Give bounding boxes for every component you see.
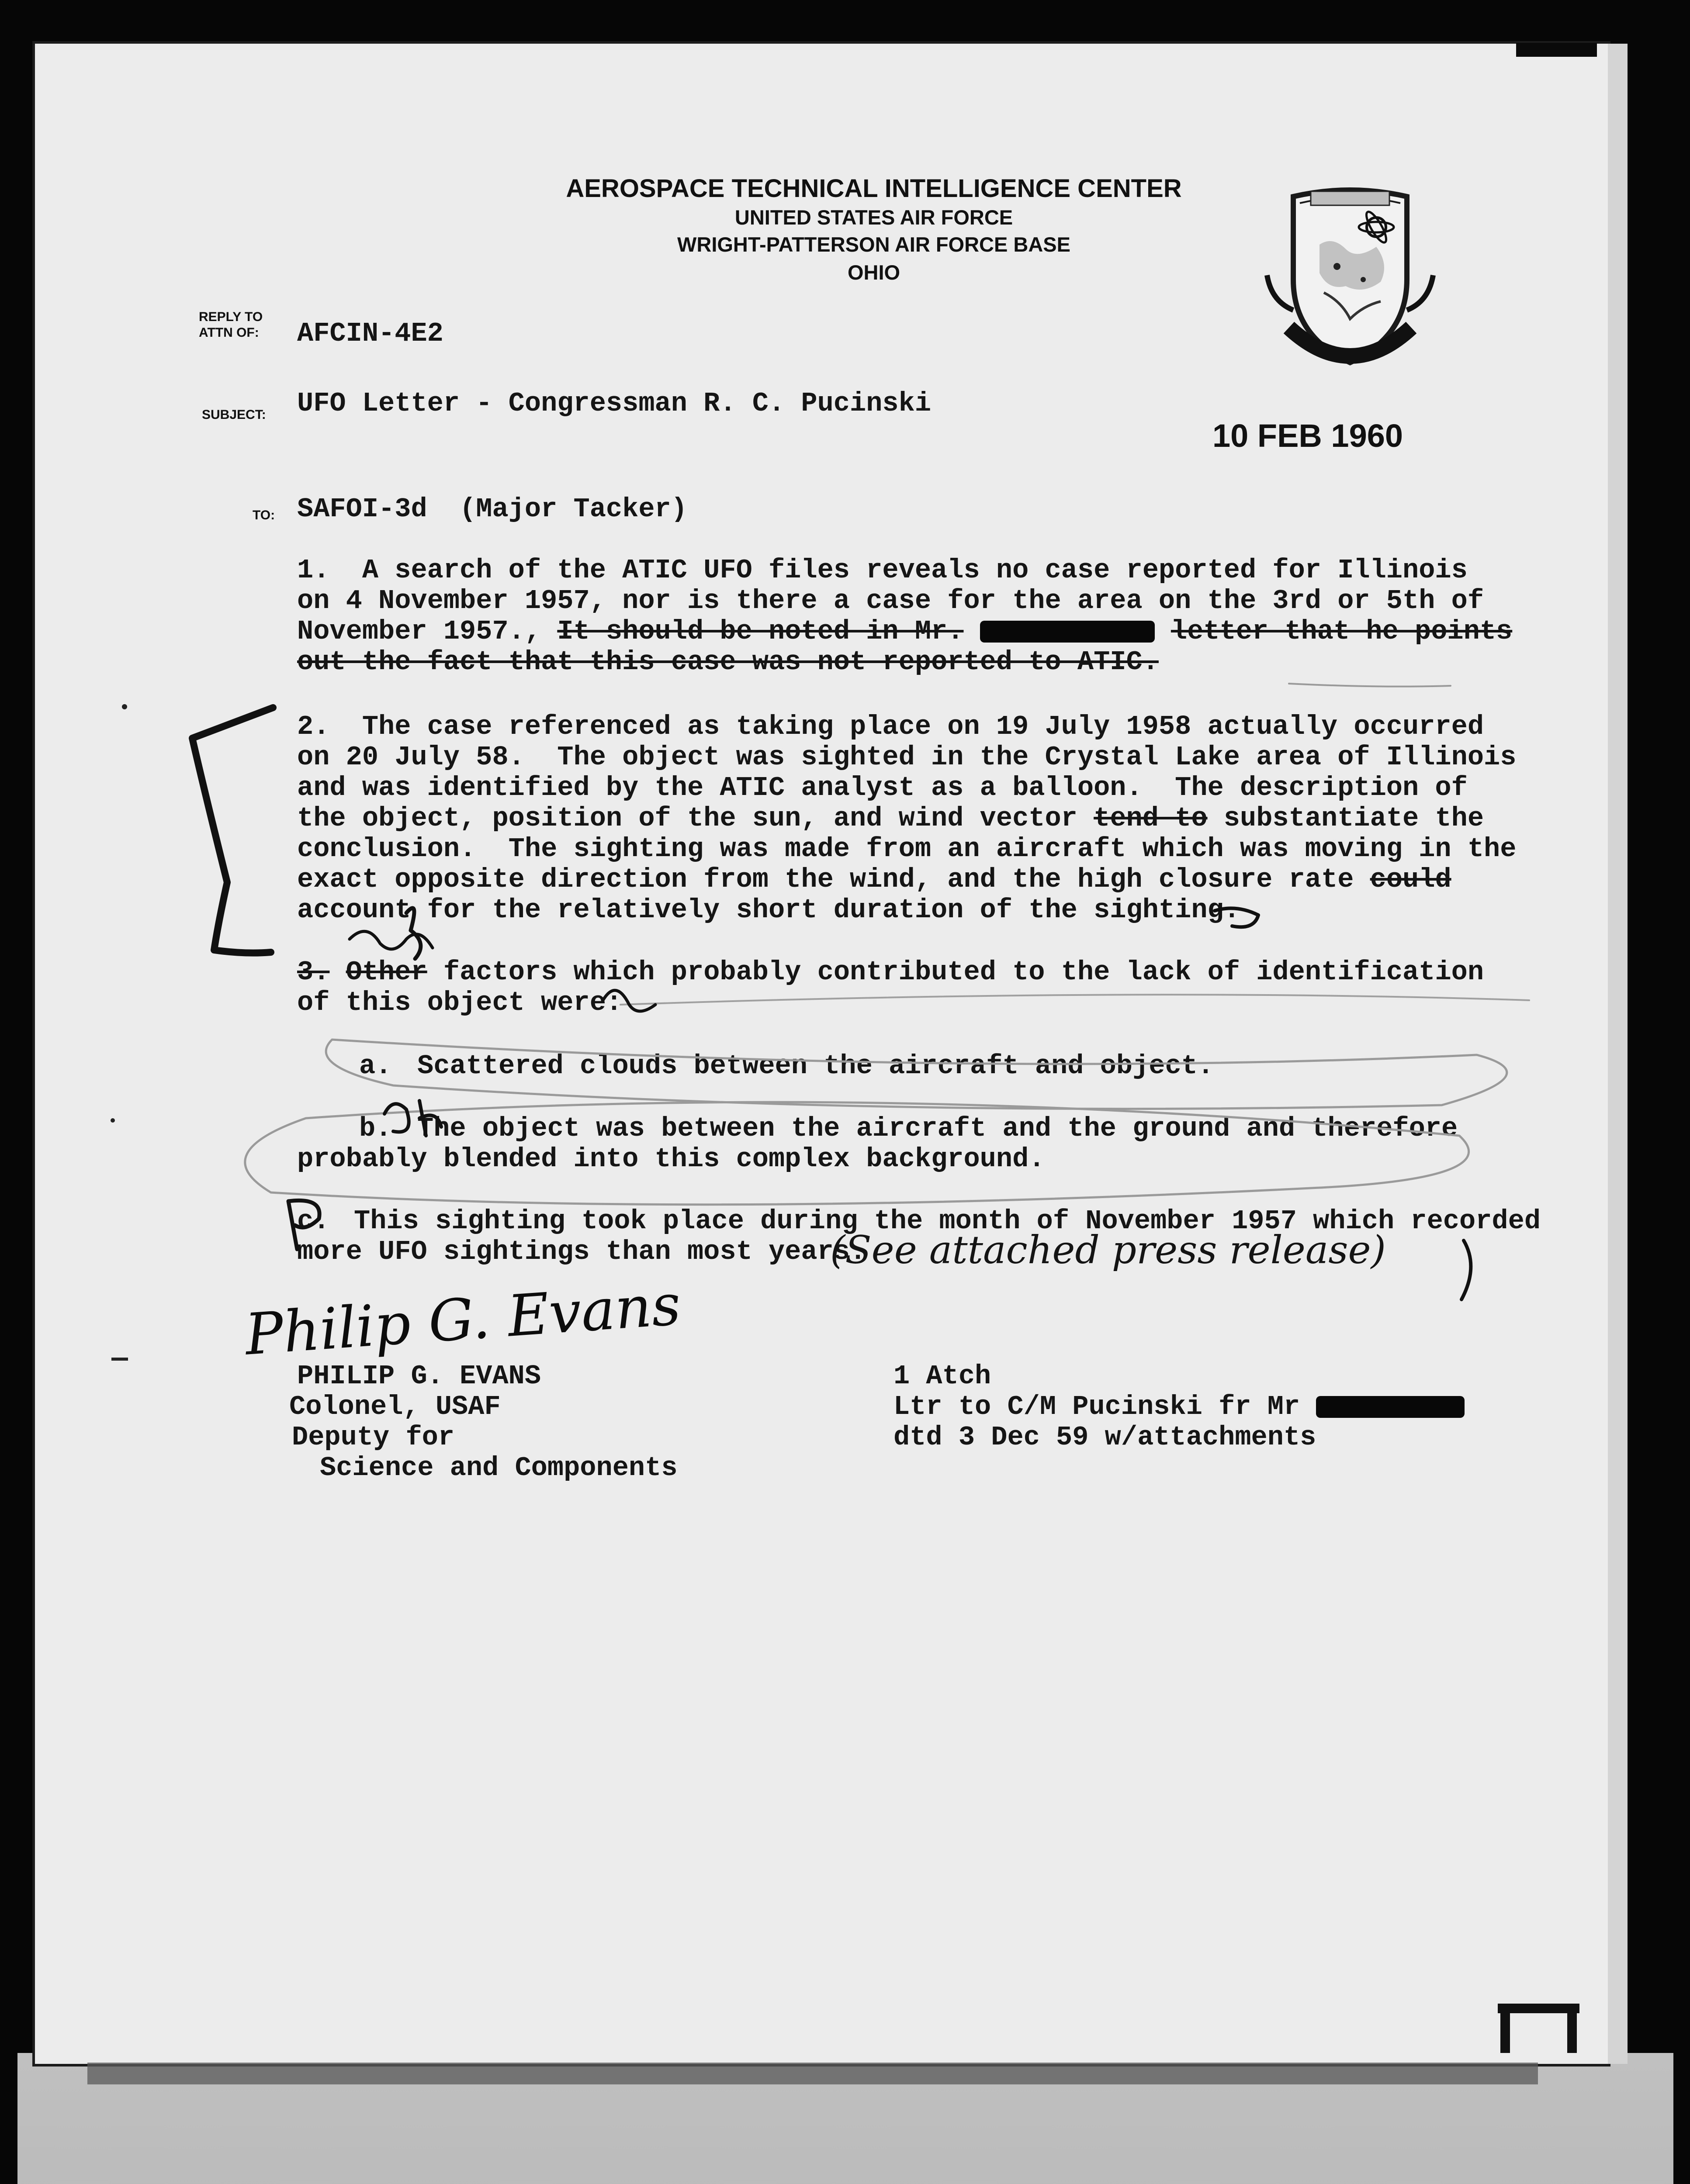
para3-line1 [297,957,1484,988]
para1-line2: on 4 November 1957, nor is there a case for the area on the 3rd or 5th of [297,585,1484,616]
struck-text: tend to [1094,803,1208,834]
to-label: TO: [253,508,275,522]
addressee: SAFOI-3d (Major Tacker) [297,494,687,525]
attn-of-label: ATTN OF: [199,325,259,340]
office-symbol: AFCIN-4E2 [297,318,443,349]
redacted-name [1316,1396,1465,1418]
para2-line4-text: the object, position of the sun, and wind vector [297,803,1077,834]
para2-line4 [297,803,1484,834]
item-b-marker: b. [359,1113,392,1144]
item-b-line2: probably blended into this complex background. [297,1144,1045,1175]
item-c-line1: This sighting took place during the month of November 1957 which recorded [354,1206,1541,1237]
subject-label: SUBJECT: [202,408,266,422]
letterhead-state: OHIO [847,261,900,284]
para2-line3: and was identified by the ATIC analyst as a balloon. The description of [297,772,1468,803]
signer-office: Science and Components [320,1452,678,1483]
para1-line3 [297,616,1512,647]
signer-title: Deputy for [292,1422,455,1453]
signature-image: Philip G. Evans [242,1271,683,1368]
para2-line6 [297,864,1451,895]
atic-seal-icon [1258,179,1442,380]
struck-text: could [1370,864,1451,895]
item-c-line2: more UFO sightings than most years. [297,1236,866,1267]
attachment-count: 1 Atch [893,1361,991,1392]
para2-line5: conclusion. The sighting was made from an aircraft which was moving in the [297,833,1517,864]
struck-text: It should be noted in Mr. [557,616,964,647]
item-c-marker: c. [297,1206,330,1237]
page-edge [1608,44,1628,2064]
subject-line: UFO Letter - Congressman R. C. Pucinski [297,388,932,419]
handwritten-annotation: (See attached press release) [830,1227,1386,1272]
para2-line2: on 20 July 58. The object was sighted in the Crystal Lake area of Illinois [297,742,1517,773]
letterhead-organization: AEROSPACE TECHNICAL INTELLIGENCE CENTER [566,174,1182,203]
letterhead-base: WRIGHT-PATTERSON AIR FORCE BASE [677,233,1070,256]
struck-text: letter that he points [1171,616,1513,647]
para2-line6-text: exact opposite direction from the wind, and the high closure rate [297,864,1354,895]
para2-line1: 2. The case referenced as taking place on 19 July 1958 actually occurred [297,711,1484,742]
page-shadow [87,2063,1538,2084]
para2-line4-text: substantiate the [1223,803,1484,834]
para1-line1: 1. A search of the ATIC UFO files reveals no case reported for Illinois [297,555,1468,586]
letterhead-service: UNITED STATES AIR FORCE [734,206,1013,229]
signer-rank: Colonel, USAF [289,1391,501,1422]
item-b-line1: The object was between the aircraft and the ground and therefore [417,1113,1458,1144]
para3-line2: of this object were: [297,987,623,1018]
para3-line1-text: factors which probably contributed to the lack of identification [443,957,1484,988]
para1-line4-struck: out the fact that this case was not reported to ATIC. [297,646,1159,677]
item-a-text: Scattered clouds between the aircraft and object. [417,1051,1214,1082]
attachment-description: Ltr to C/M Pucinski fr Mr [893,1391,1300,1422]
struck-number: 3. [297,957,330,988]
item-a-marker: a. [359,1051,392,1082]
attachment-line [893,1391,1465,1422]
para2-line7: account for the relatively short duration of the sighting. [297,895,1240,926]
attachment-date: dtd 3 Dec 59 w/attachments [893,1422,1316,1453]
reply-to-label: REPLY TO [199,310,263,324]
para1-line3-text: November 1957., [297,616,541,647]
redacted-name [980,621,1155,643]
signer-name: PHILIP G. EVANS [297,1361,541,1392]
struck-text: Other [346,957,427,988]
date-stamp: 10 FEB 1960 [1212,418,1403,454]
